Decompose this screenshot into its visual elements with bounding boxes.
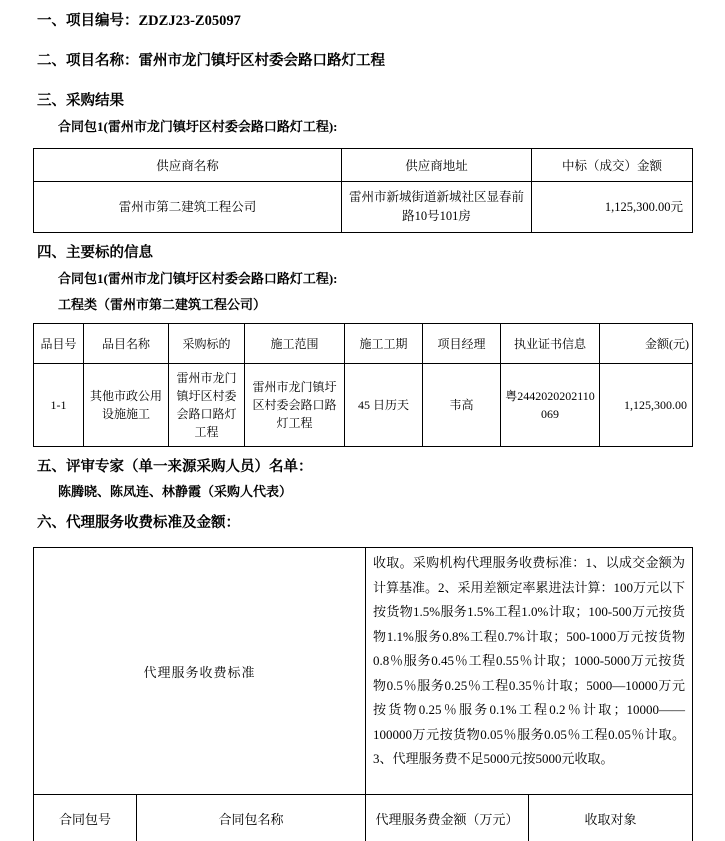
certificate-cell: 粤2442020202110069 (501, 364, 600, 447)
subtext-experts-names: 陈腾晓、陈凤连、林静霞（采购人代表） (58, 484, 293, 499)
amount-cell: 1,125,300.00 (600, 364, 693, 447)
duration-cell: 45 日历天 (345, 364, 423, 447)
manager-header: 项目经理 (423, 324, 501, 364)
fee-standard-label-cell: 代理服务收费标准 (34, 548, 366, 795)
subtext-package1-subject: 合同包1(雷州市龙门镇圩区村委会路口路灯工程): (58, 271, 338, 286)
scope-header: 施工范围 (245, 324, 345, 364)
supplier-table-row (34, 182, 693, 233)
contract-package-name-header: 合同包名称 (137, 795, 366, 841)
heading-main-subject-info: 四、主要标的信息 (37, 245, 153, 261)
fee-payer-header: 收取对象 (529, 795, 693, 841)
subtext-package1-result: 合同包1(雷州市龙门镇圩区村委会路口路灯工程): (58, 119, 338, 134)
award-amount-cell: 1,125,300.00元 (532, 182, 693, 233)
duration-header: 施工工期 (345, 324, 423, 364)
heading-procurement-result: 三、采购结果 (37, 93, 124, 109)
certificate-header: 执业证书信息 (501, 324, 600, 364)
agency-fee-amount-header: 代理服务费金额（万元） (366, 795, 529, 841)
agency-fee-table (33, 547, 693, 841)
manager-cell: 韦高 (423, 364, 501, 447)
supplier-address-header: 供应商地址 (342, 149, 532, 182)
fee-standard-row (34, 548, 693, 795)
scope-cell: 雷州市龙门镇圩区村委会路口路灯工程 (245, 364, 345, 447)
subject-table-header-row (34, 324, 693, 364)
heading-agency-fee: 六、代理服务收费标准及金额： (37, 515, 240, 531)
supplier-address-cell: 雷州市新城街道新城社区显春前路10号101房 (342, 182, 532, 233)
subject-header: 采购标的 (169, 324, 245, 364)
subject-table (33, 323, 693, 447)
supplier-name-cell: 雷州市第二建筑工程公司 (34, 182, 342, 233)
item-name-cell: 其他市政公用设施施工 (84, 364, 169, 447)
contract-package-no-header: 合同包号 (34, 795, 137, 841)
fee-footer-header-row (34, 795, 693, 841)
subject-cell: 雷州市龙门镇圩区村委会路口路灯工程 (169, 364, 245, 447)
supplier-table-header-row (34, 149, 693, 182)
supplier-table (33, 148, 693, 233)
supplier-name-header: 供应商名称 (34, 149, 342, 182)
heading-review-experts: 五、评审专家（单一来源采购人员）名单： (37, 459, 313, 475)
item-no-header: 品目号 (34, 324, 84, 364)
heading-project-name: 二、项目名称：雷州市龙门镇圩区村委会路口路灯工程 (37, 53, 385, 69)
item-no-cell: 1-1 (34, 364, 84, 447)
heading-project-number: 一、项目编号：ZDZJ23-Z05097 (37, 13, 241, 29)
amount-header: 金额(元) (600, 324, 693, 364)
item-name-header: 品目名称 (84, 324, 169, 364)
award-amount-header: 中标（成交）金额 (532, 149, 693, 182)
subject-table-row (34, 364, 693, 447)
fee-standard-text-cell: 收取。采购机构代理服务收费标准：1、以成交金额为计算基准。2、采用差额定率累进法计算：100万元以下按货物1.5%服务1.5%工程1.0%计取；100-500万元按货物1.1%服务0.8%工程0.7%计取；500-1000万元按货物0.8％服务0.45％工程0.55％计取；1000-5000万元按货物0.5％服务0.25％工程0.35％计取；5000—10000万元按货物0.25％服务0.1%工程0.2％计取；10000——100000万元按货物0.05％服务0.05％工程0.05％计取。3、代理服务费不足5000元按5000元收取。 (366, 548, 693, 795)
subtext-subject-type: 工程类（雷州市第二建筑工程公司） (58, 297, 267, 312)
